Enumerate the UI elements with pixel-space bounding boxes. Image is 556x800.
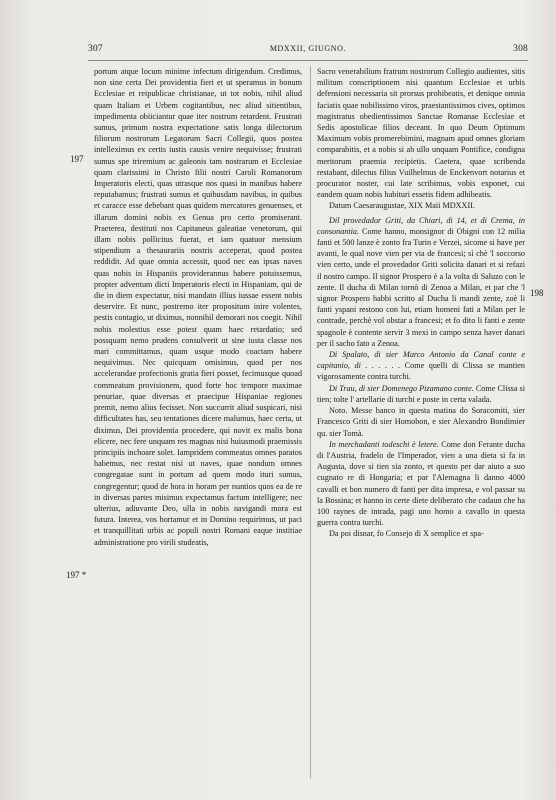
paragraph: portum atque locum minime infectum dirigendum. Credimus, non sine certa Dei providentia fieri et ut speramus in bonum Ecclesiae et reipublicae christianae, ut tot nobis, nihil aliud quam Italiam et Urbem cogitantibus, nec aliud sitientibus, impedimenta obiiciantur quae iter nostrum retardent. Frustrati sumus, primum nostra expectatione satis longa dilectorum filiorum nostrorum Legatorum Sacri Collegii, quos postea intelleximus ex certis iustis causis venire nequivisse; frustrati sumus spe triremium ac galeonis tam nostrarum et Ecclesiae quam clarissimi in Christo filii nostri Caroli Romanorum Imperatoris electi, quas utrasque nos quasi in manibus habere reputabamus; frustrati sumus et quibusdam navibus, in quibus et caracce esse debebant quas quidem mercatores genuenses, et illarum domini nobis ex Genua pro certo promiserant. Praeterea, destituti nos Capitaneus galeatiae venetorum, qui illam nobis pollicitus fuerat, et iam quatuor mensium stipendium a thesaurariis nostris acceperat, quod postea reddidit. Ad quae omnia accessit, quod nec eas ipsas naves quas nobis in Hispaniis providerannus habere potuissemus, propter adventum dicti Imperatoris electi in Hispaniam, qui de die in diem expectatur, nisi mandato illius iussae essent nobis deservire. Et nunc, postremo iter propositum inire volentes, pestis contagio, ut diximus, nonnihil demorari nos coegit. Nihil nobis molestius esse potest quam haec retardatio; sed possquam nemo prudens consulverit ut sine iusta classe nos mari committamus, quam usque modo coactam habere nequivimus. Nec quicquam omisimus, quod per nos accelerandae profectionis gratia fieri posset, fecimusque quoad commeatum provisionem, quod forte hoc tempore maximae penuriae, quae diversas et praecipue Hispaniae regiones premit, nemo alius fecisset. Non succurrit aliud suspicari, nisi difficultates has, seu tentationes dicere malumus, haec certa, ut diximus, Dei providentia procedere, qui novit ex malis bona elicere, nec fere unquam res magnas nisi huiusmodi praemissis principiis inchoare solet. Iampridem commeatus omnes paratos habemus, nec restat nisi ut naves, quae nondum omnes congregatae sunt in portum ad quem modo ituri sumus, congregentur; quod de hora in horam per nuntios quos ea de re in diversas partes misimus expectamus factum intelligere; nec ulterius, adiuvante Deo, ulla in nobis navigandi mora est futura. Interea, vos hortamur et in Domino requirimus, ut paci et tranquillitati urbis ac populi nostri Romani eaque institiae administratione pro virili studeatis,	[94, 67, 302, 547]
dateline: Datum Caesaraugustae, XIX Maii MDXXII.	[329, 201, 475, 211]
header-rule	[88, 60, 528, 61]
left-column	[94, 66, 302, 548]
paragraph	[317, 383, 525, 405]
entry-text: Come Clissa si tien; tolte l' artellarie di turchi e poste in certa valada.	[317, 383, 525, 404]
margin-number: 198	[530, 288, 544, 298]
page-number-left: 307	[88, 44, 103, 54]
right-column	[317, 66, 525, 540]
entry-heading: Dil provedador Griti, da Chiari, di 14, et di Crema, in consonantia.	[317, 215, 525, 236]
paragraph: Noto. Messe banco in questa matina do Soracomiti, sier Francesco Griti di sier Homobon, e sier Alexandro Bondimier qu. sier Tomà.	[317, 406, 525, 438]
running-title: MDXXII, GIUGNO.	[269, 44, 347, 53]
paragraph	[317, 349, 525, 383]
entry-heading: In merchadanti todeschi è letere.	[329, 439, 439, 449]
entry-text: Come hanno, monsignor di Obigni con 12 milia fanti et 500 lanze è zonto fra Turin e Verzei, sicome si have per avanti, le qual nove vien per via de francesi; sì chè 'l soccorso vien certo, unde el provedador Griti solicita danari et si refazi il nostro campo. Il signor Prospero è a la volta di Saluzo con le zente. Il ducha di Milan tornò di Zenoa a Milan, et par che 'l signor Prospero habbi scritto al Ducha li mandi zente, zoè li fanti yspani restono con lui, etiam homeni fati a Milan per le contrade, perchè vol obstar a francesi; et fo dito li fanti e zente spagnole è contente servir 3 mexi in campo senza haver danari per il sacho fato a Zenoa.	[317, 226, 525, 348]
entry-text: Come quelli di Clissa se mantien vigorosamente contra turchi.	[317, 361, 525, 382]
entry-heading: Di Spalato, di sier Marco Antonio da Canal conte e capitanio, di . . . . . .	[317, 350, 525, 371]
page-number-right: 308	[513, 44, 528, 54]
margin-number: 197 *	[66, 570, 87, 580]
entry-heading: Di Trau, di sier Domenego Pizamano conte.	[329, 383, 474, 393]
paragraph: Da poi disnar, fo Consejo di X semplice et spa-	[329, 529, 484, 539]
page-header	[88, 44, 528, 58]
entry-text: Come don Ferante ducha di l'Austria, fradelo de l'Imperador, vien a una dieta si fa in Augusta, dove si tien sia zonto, et questo per dar aiuto a suo cugnato re di Hongaria; et par l'Alemagna li danno 4000 cavalli et bon numero di fanti per dita impresa, e vol passar su la Bossina; et hanno in certe diete deliberato che cadaun che ha 100 raynes de intrada, pagi uno homo a cavallo in questa guerra contra turchi.	[317, 439, 525, 528]
column-divider	[310, 66, 311, 778]
margin-number: 197	[70, 154, 84, 164]
paragraph	[317, 439, 525, 529]
paragraph	[317, 215, 525, 349]
paragraph: Sacro venerabilium fratrum nostrorum Collegio audientes, sitis militum conscriptionem nisi quantum Ecclesiae et urbis defensioni necessaria sit prorsus prohibeatis, et denique omnia faciatis quae nobilissimo viros, praestantissimos cives, optimos magistratus obedientissimos Sanctae Romanae Ecclesiae et Sedis apostolicae filios deceant. In quo Deum Optimum Maximum vobis promerebimini, magnam apud omnes gloriam comparabitis, et a nobis si ab ullo unquam Pontifice, condigna meritorum praemia recipietis. Caetera, quae scribenda restabant, dilectus filius Vuilhelmus de Enckenvort notarius et procurator noster, cui late scribimus, vobis exponet, cui eandem quam nobis habituri essetis fidem adhibeatis.	[317, 67, 525, 200]
